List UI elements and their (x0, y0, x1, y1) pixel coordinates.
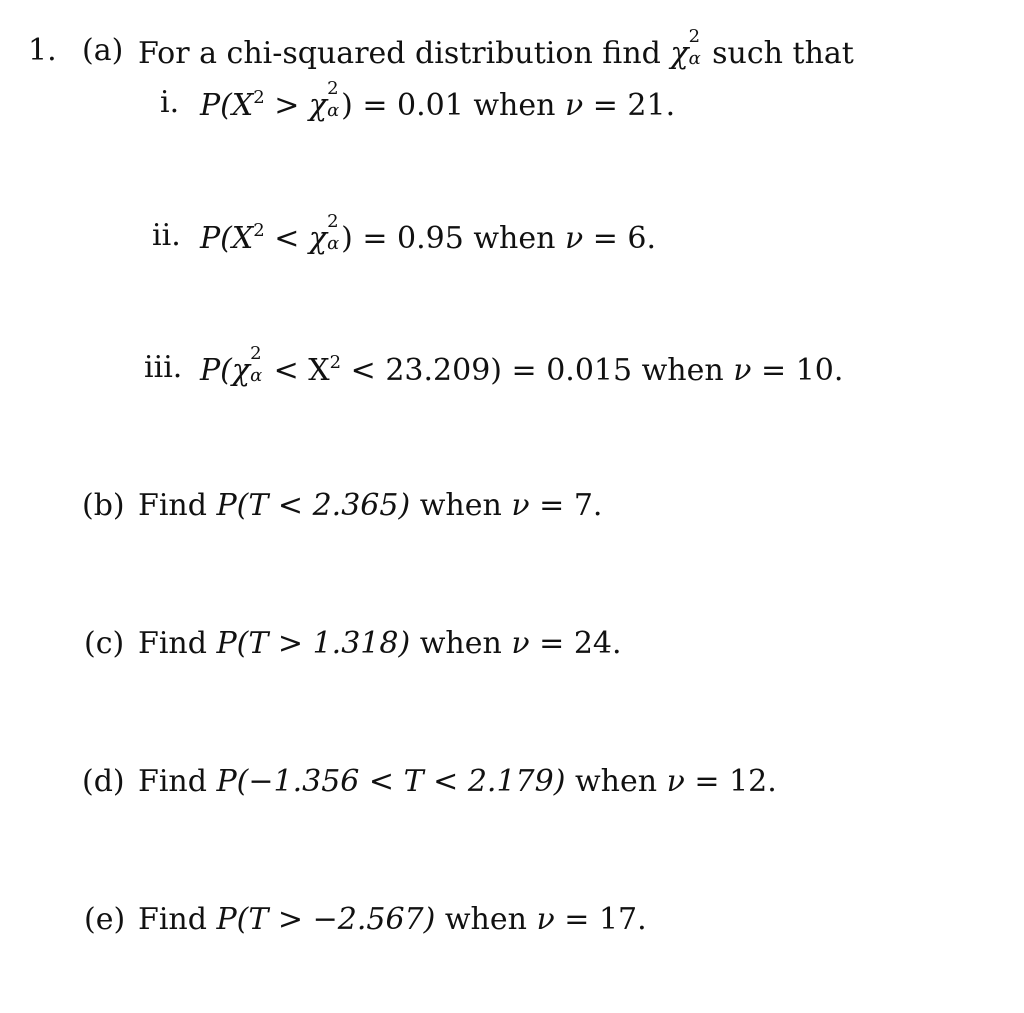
part-a-intro (138, 26, 854, 72)
item-iii-nu: ν (733, 353, 752, 388)
item-iii-chi-sup: 2 (250, 343, 262, 364)
item-iii-chi-sub: α (250, 365, 263, 386)
part-d-nu: ν (666, 764, 685, 799)
item-ii-chi-sub: α (327, 233, 340, 254)
item-iii-expr-post: < 23.209) = 0.015 when (341, 353, 734, 388)
item-ii-expr-pre: P(X (200, 221, 254, 256)
item-iii-op: < X (264, 353, 330, 388)
part-c-nu: ν (511, 626, 530, 661)
problem-number: 1. (28, 33, 57, 68)
chi-sup-sub (688, 26, 703, 69)
item-ii-chi-supsub (327, 211, 341, 254)
item-ii-chi-sup: 2 (327, 211, 339, 232)
item-iii-expr-pre: P( (200, 353, 232, 388)
part-b-expression: P(T < 2.365) (216, 488, 411, 523)
part-b-nu: ν (511, 488, 530, 523)
item-ii-expr-post: ) = 0.95 when (341, 221, 565, 256)
item-i-nu-value: = 21. (583, 88, 676, 123)
item-i-x-sup: 2 (253, 87, 265, 108)
part-c-find: Find (138, 626, 207, 661)
part-b-nu-value: = 7. (539, 488, 603, 523)
item-iii-chi: χ (231, 353, 251, 388)
part-c-when: when (419, 626, 502, 661)
item-ii-x-sup: 2 (253, 220, 265, 241)
part-c-label: (c) (84, 626, 125, 661)
item-i-nu: ν (564, 88, 584, 123)
item-i-expr-pre: P(X (200, 88, 254, 123)
item-ii-nu: ν (564, 221, 584, 256)
part-e-text (138, 902, 647, 938)
part-b-label: (b) (82, 488, 125, 523)
item-iii-label: iii. (144, 350, 183, 385)
item-i-op: > (264, 88, 309, 123)
item-i-chi: χ (308, 88, 328, 123)
part-d-label: (d) (82, 764, 125, 799)
item-iii-chi-supsub (250, 343, 264, 386)
part-a-label: (a) (82, 33, 124, 68)
part-e-find: Find (138, 902, 207, 937)
item-iii-expression (200, 343, 844, 393)
part-d-text (138, 764, 777, 800)
part-d-find: Find (138, 764, 207, 799)
part-e-nu: ν (536, 902, 555, 937)
part-e-label: (e) (84, 902, 126, 937)
item-ii-op: < (264, 221, 309, 256)
part-d-expression: P(−1.356 < T < 2.179) (216, 764, 566, 799)
item-i-label: i. (160, 85, 180, 120)
item-ii-chi: χ (308, 221, 328, 256)
item-iii-nu-value: = 10. (751, 353, 844, 388)
part-d-nu-value: = 12. (694, 764, 777, 799)
part-e-when: when (444, 902, 527, 937)
part-b-find: Find (138, 488, 207, 523)
chi-symbol: χ (670, 36, 689, 71)
chi-superscript: 2 (688, 26, 701, 47)
chi-subscript: α (688, 48, 701, 69)
item-i-expr-post: ) = 0.01 when (341, 88, 565, 123)
part-c-text (138, 626, 622, 662)
item-ii-label: ii. (152, 218, 181, 253)
part-c-expression: P(T > 1.318) (216, 626, 411, 661)
part-c-nu-value: = 24. (539, 626, 622, 661)
part-d-when: when (574, 764, 658, 799)
item-i-chi-sub: α (327, 100, 340, 121)
item-ii-expression (200, 211, 657, 261)
part-a-intro-text: For a chi-squared distribution find (138, 36, 661, 71)
item-i-chi-supsub (327, 78, 341, 121)
part-e-nu-value: = 17. (564, 902, 647, 937)
part-a-intro-tail: such that (712, 36, 854, 71)
part-b-text (138, 488, 602, 524)
part-b-when: when (419, 488, 502, 523)
item-i-chi-sup: 2 (327, 78, 339, 99)
item-ii-nu-value: = 6. (583, 221, 657, 256)
item-iii-x-sup: 2 (329, 352, 342, 373)
part-e-expression: P(T > −2.567) (216, 902, 436, 937)
item-i-expression (200, 78, 676, 128)
